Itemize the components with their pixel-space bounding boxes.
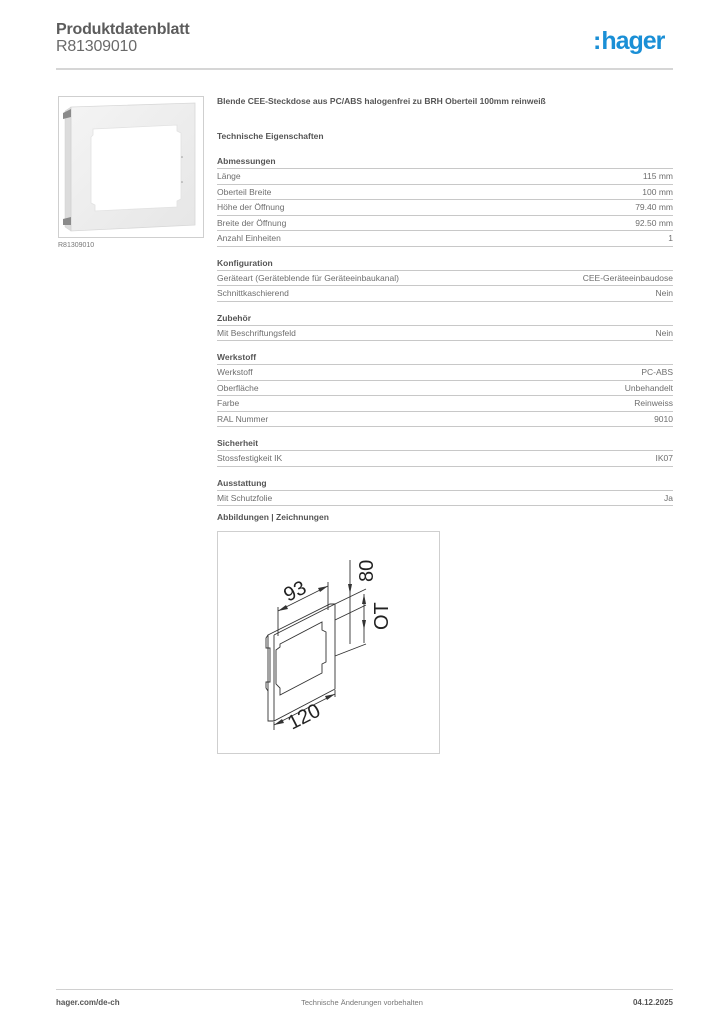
spec-value: 1 [668,233,673,243]
spec-label: Oberteil Breite [217,186,272,197]
spec-value: Nein [655,288,673,298]
spec-row [217,451,673,467]
section-dimensions [217,155,673,247]
section-title: Konfiguration [217,257,673,271]
section-accessories [217,312,673,342]
spec-row [217,491,673,507]
spec-row [217,185,673,201]
spec-label: Breite der Öffnung [217,217,287,228]
technical-properties-heading: Technische Eigenschaften [217,131,324,141]
section-title: Ausstattung [217,477,673,491]
spec-value: CEE-Geräteeinbaudose [582,272,673,283]
spec-value: IK07 [655,453,673,463]
svg-text:80: 80 [356,559,378,582]
spec-row [217,216,673,232]
logo-text: hager [601,27,665,55]
section-title: Abmessungen [217,155,673,169]
spec-value: 115 mm [642,171,673,181]
header-divider [56,68,673,70]
spec-row [217,169,673,185]
spec-label: Mit Schutzfolie [217,492,273,503]
spec-label: Anzahl Einheiten [217,233,281,243]
spec-label: Mit Beschriftungsfeld [217,327,296,338]
section-configuration [217,257,673,302]
spec-value: 9010 [654,413,673,424]
svg-text:OT: OT [371,602,393,630]
spec-label: Werkstoff [217,367,253,377]
spec-label: Höhe der Öffnung [217,202,285,212]
spec-label: Farbe [217,398,240,408]
spec-label: Stossfestigkeit IK [217,453,283,463]
logo-colon-icon: : [593,27,601,55]
section-safety [217,437,673,467]
hager-logo [593,27,664,56]
document-title: Produktdatenblatt [56,21,190,38]
spec-row [217,271,673,287]
spec-value: Ja [664,492,673,503]
drawings-heading: Abbildungen | Zeichnungen [217,512,329,522]
spec-label: RAL Nummer [217,413,269,424]
spec-label: Geräteart (Geräteblende für Geräteeinbaukanal) [217,272,399,283]
spec-row [217,396,673,412]
spec-value: 79.40 mm [635,202,673,212]
spec-row [217,231,673,247]
section-material [217,351,673,427]
product-image-caption: R81309010 [58,242,95,249]
spec-row [217,365,673,381]
svg-text:120: 120 [284,699,325,735]
footer-website-link[interactable]: hager.com/de-ch [56,998,120,1007]
spec-tables [217,155,673,516]
product-code: R81309010 [56,38,137,55]
spec-value: Nein [655,327,673,338]
footer-notice: Technische Änderungen vorbehalten [301,998,423,1007]
spec-row [217,200,673,216]
product-image [58,96,204,238]
technical-drawing [217,531,440,754]
spec-value: Reinweiss [634,398,673,408]
spec-label: Länge [217,171,241,181]
spec-row [217,326,673,342]
spec-value: 100 mm [642,186,673,197]
section-title: Sicherheit [217,437,673,451]
spec-row [217,381,673,397]
section-title: Zubehör [217,312,673,326]
spec-row [217,412,673,428]
footer-date: 04.12.2025 [632,998,673,1007]
section-equipment [217,477,673,507]
svg-text:93: 93 [280,576,311,607]
spec-value: Unbehandelt [624,382,673,393]
dimension-drawing-icon [218,532,439,753]
section-title: Werkstoff [217,351,673,365]
spec-label: Schnittkaschierend [217,288,289,298]
footer-divider [56,989,673,990]
frame-product-icon [59,97,203,237]
spec-value: 92.50 mm [635,217,673,228]
spec-label: Oberfläche [217,382,259,393]
spec-value: PC-ABS [641,367,673,377]
spec-row [217,286,673,302]
product-description: Blende CEE-Steckdose aus PC/ABS halogenfrei zu BRH Oberteil 100mm reinweiß [217,96,546,106]
